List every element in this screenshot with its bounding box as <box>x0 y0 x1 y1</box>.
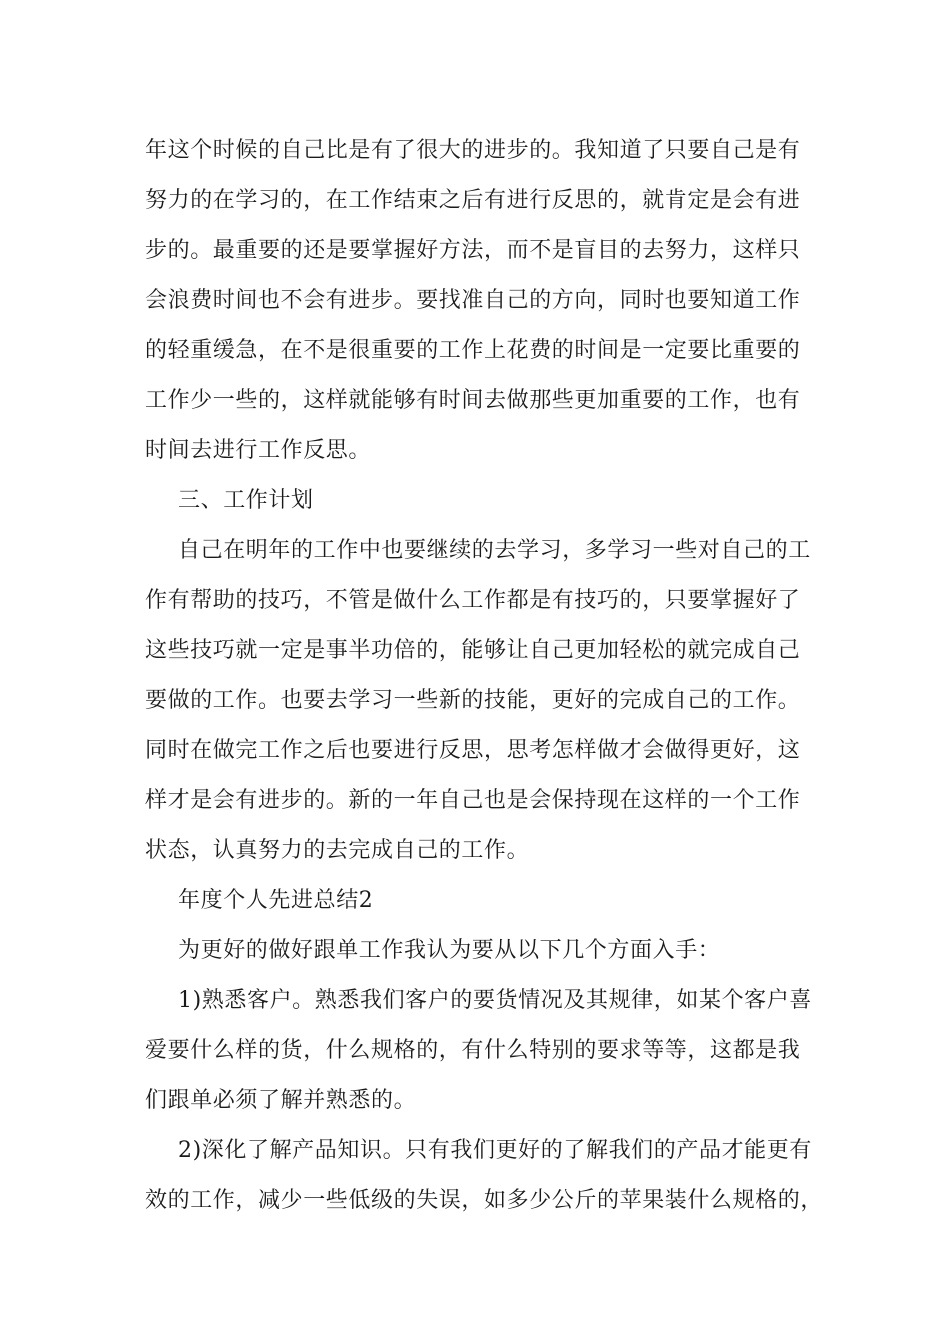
text-line: 样才是会有进步的。新的一年自己也是会保持现在这样的一个工作 <box>145 788 801 813</box>
text-line: 1)熟悉客户。熟悉我们客户的要货情况及其规律，如某个客户喜 <box>178 988 812 1013</box>
text-line: 步的。最重要的还是要掌握好方法，而不是盲目的去努力，这样只 <box>145 238 801 263</box>
text-line: 为更好的做好跟单工作我认为要从以下几个方面入手： <box>178 938 721 963</box>
text-line: 作有帮助的技巧，不管是做什么工作都是有技巧的，只要掌握好了 <box>145 588 801 613</box>
text-line: 要做的工作。也要去学习一些新的技能，更好的完成自己的工作。 <box>145 688 801 713</box>
text-line: 爱要什么样的货，什么规格的，有什么特别的要求等等，这都是我 <box>145 1038 801 1063</box>
text-line: 状态，认真努力的去完成自己的工作。 <box>145 838 530 863</box>
section-heading: 年度个人先进总结2 <box>178 888 374 913</box>
text-line: 自己在明年的工作中也要继续的去学习，多学习一些对自己的工 <box>178 538 811 563</box>
text-line: 2)深化了解产品知识。只有我们更好的了解我们的产品才能更有 <box>178 1138 812 1163</box>
text-line: 会浪费时间也不会有进步。要找准自己的方向，同时也要知道工作 <box>145 288 801 313</box>
text-line: 努力的在学习的，在工作结束之后有进行反思的，就肯定是会有进 <box>145 188 801 213</box>
text-line: 们跟单必须了解并熟悉的。 <box>145 1088 417 1113</box>
text-line: 同时在做完工作之后也要进行反思，思考怎样做才会做得更好，这 <box>145 738 801 763</box>
text-line: 时间去进行工作反思。 <box>145 438 372 463</box>
section-heading: 三、工作计划 <box>178 488 314 513</box>
text-line: 年这个时候的自己比是有了很大的进步的。我知道了只要自己是有 <box>145 138 801 163</box>
text-line: 效的工作，减少一些低级的失误，如多少公斤的苹果装什么规格的， <box>145 1188 824 1213</box>
text-line: 这些技巧就一定是事半功倍的，能够让自己更加轻松的就完成自己 <box>145 638 801 663</box>
text-line: 的轻重缓急，在不是很重要的工作上花费的时间是一定要比重要的 <box>145 338 801 363</box>
text-line: 工作少一些的，这样就能够有时间去做那些更加重要的工作，也有 <box>145 388 801 413</box>
